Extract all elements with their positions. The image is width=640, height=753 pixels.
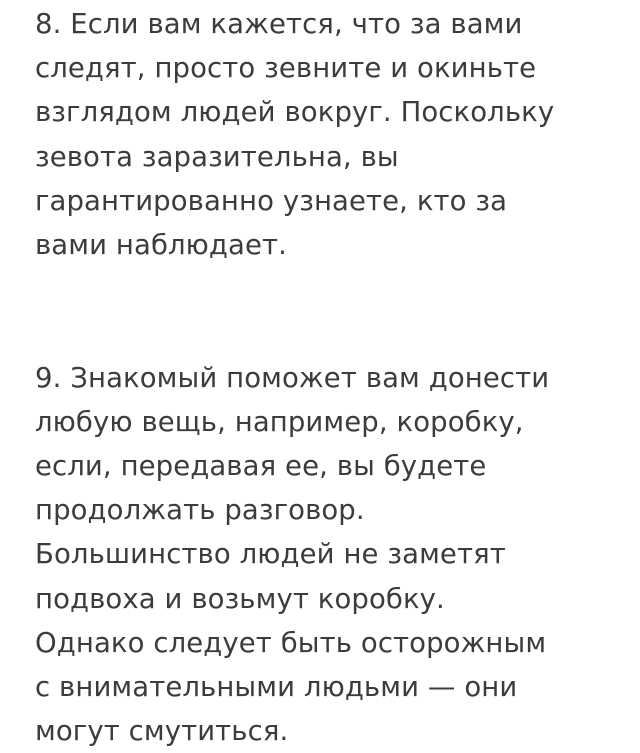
text-line: зевота заразительна, вы (35, 140, 399, 173)
paragraph-9 (35, 356, 635, 753)
text-line: взглядом людей вокруг. Поскольку (35, 96, 555, 129)
paragraph-spacer (35, 267, 635, 355)
text-line: подвоха и возьмут коробку. (35, 582, 445, 615)
text-line: Однако следует быть осторожным (35, 626, 547, 659)
text-line: вами наблюдает. (35, 229, 287, 262)
text-line: с внимательными людьми — они (35, 671, 518, 704)
text-line: продолжать разговор. (35, 494, 365, 527)
document-text (35, 2, 635, 753)
text-line: 9. Знакомый поможет вам донести (35, 361, 550, 394)
text-line: Большинство людей не заметят (35, 538, 506, 571)
text-line: если, передавая ее, вы будете (35, 450, 487, 483)
text-line: следят, просто зевните и окиньте (35, 52, 537, 85)
text-line: могут смутиться. (35, 715, 289, 748)
paragraph-8 (35, 2, 635, 267)
text-line: гарантированно узнаете, кто за (35, 184, 508, 217)
text-line: любую вещь, например, коробку, (35, 405, 524, 438)
text-line: 8. Если вам кажется, что за вами (35, 8, 523, 40)
